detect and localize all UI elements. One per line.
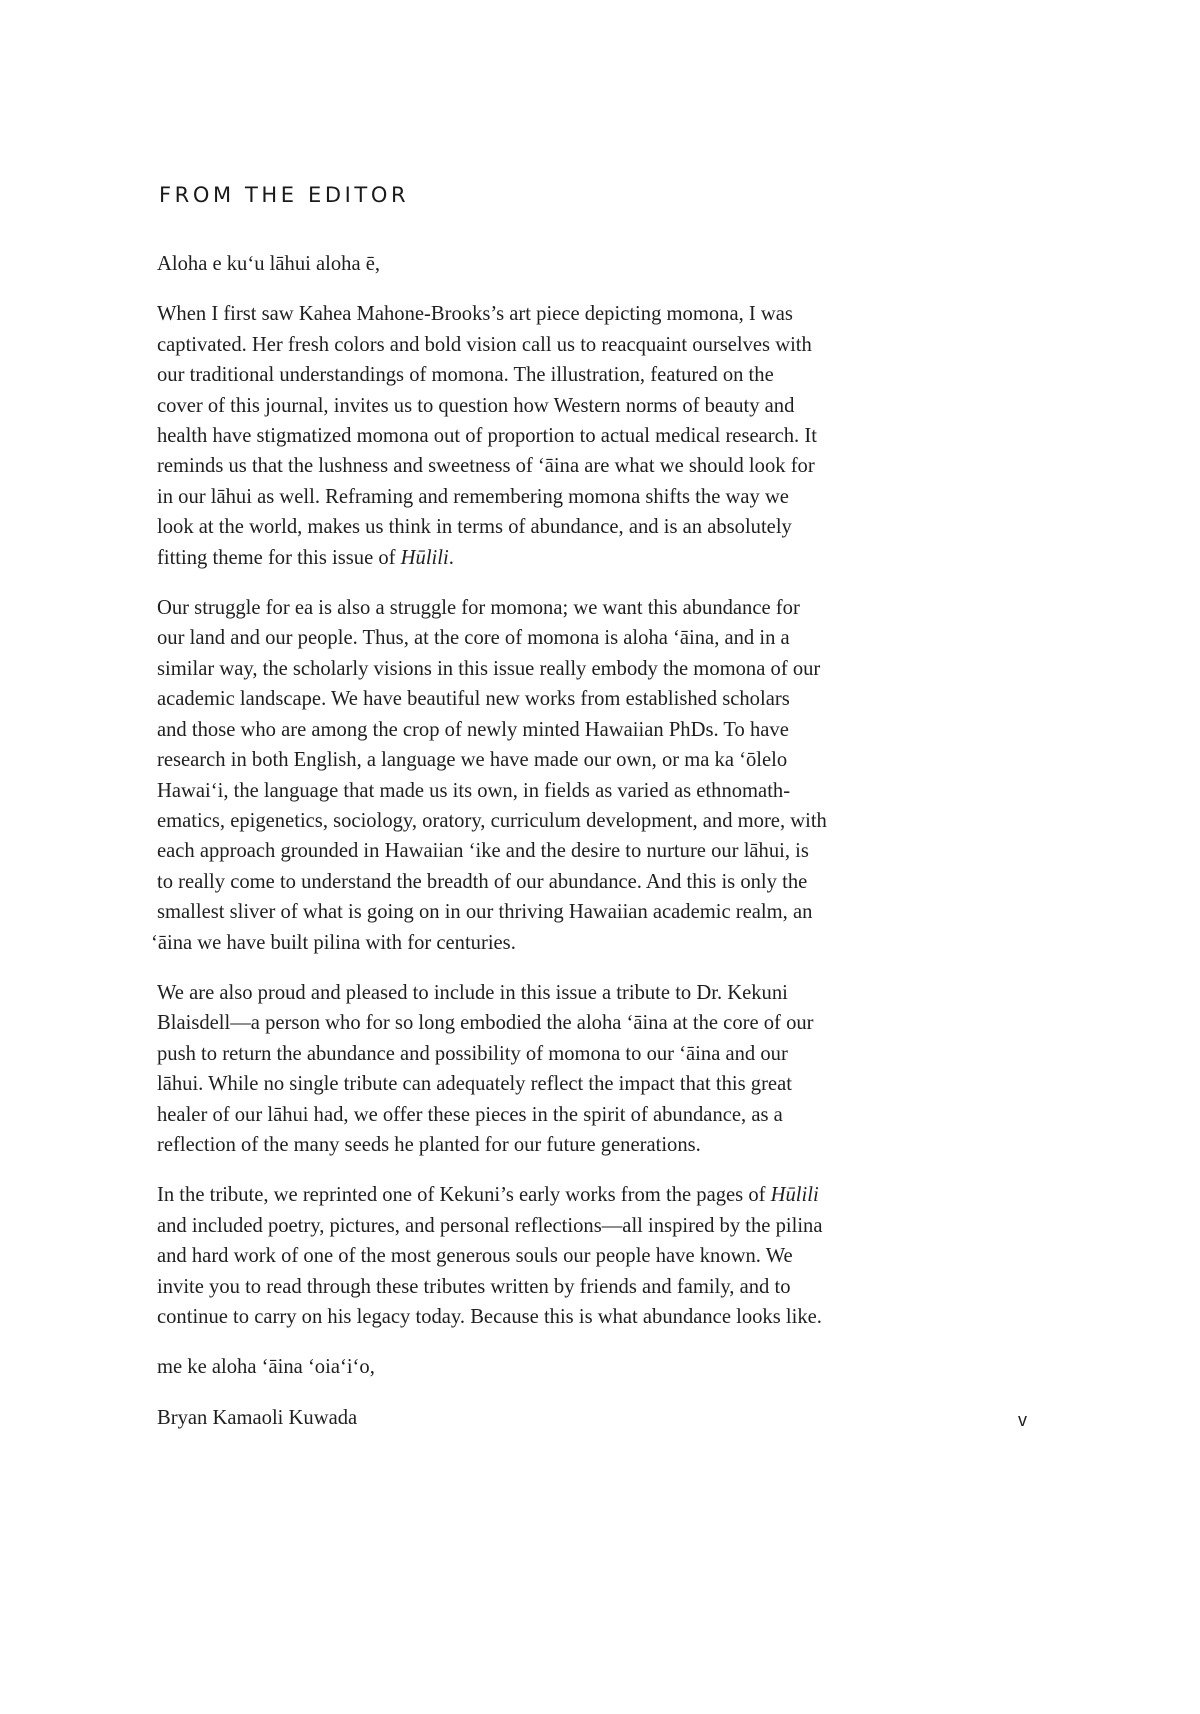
text-line: our land and our people. Thus, at the core of momona is aloha ‘āina, and in a	[157, 627, 790, 650]
text-line: ‘āina we have built pilina with for centuries.	[151, 931, 516, 954]
text-line: reminds us that the lushness and sweetness of ‘āina are what we should look for	[157, 455, 815, 478]
text-line: healer of our lāhui had, we offer these pieces in the spirit of abundance, as a	[157, 1103, 783, 1126]
text-line: lāhui. While no single tribute can adequately reflect the impact that this great	[157, 1073, 792, 1096]
text-line: invite you to read through these tributes written by friends and family, and to	[157, 1275, 791, 1298]
text-line: push to return the abundance and possibility of momona to our ‘āina and our	[157, 1042, 788, 1065]
closing-line: me ke aloha ‘āina ‘oia‘i‘o,	[157, 1356, 375, 1379]
text-line: When I first saw Kahea Mahone-Brooks’s art piece depicting momona, I was	[157, 303, 793, 326]
text-line: and hard work of one of the most generous souls our people have known. We	[157, 1245, 793, 1268]
text-line: and included poetry, pictures, and personal reflections—all inspired by the pilina	[157, 1214, 823, 1237]
text-line: reflection of the many seeds he planted for our future generations.	[157, 1133, 701, 1156]
text-line: similar way, the scholarly visions in this issue really embody the momona of our	[157, 657, 821, 680]
text-line: Blaisdell—a person who for so long embodied the aloha ‘āina at the core of our	[157, 1012, 814, 1035]
text-line: smallest sliver of what is going on in our thriving Hawaiian academic realm, an	[157, 901, 813, 924]
text-run: fitting theme for this issue of	[157, 546, 401, 569]
salutation: Aloha e ku‘u lāhui aloha ē,	[157, 253, 381, 275]
page-number: v	[1018, 1410, 1027, 1430]
journal-title-italic: Hūlili	[400, 546, 449, 569]
text-line: research in both English, a language we have made our own, or ma ka ‘ōlelo	[157, 749, 788, 772]
paragraph-2	[151, 593, 917, 958]
text-line: health have stigmatized momona out of proportion to actual medical research. It	[157, 425, 817, 448]
text-line: Hawai‘i, the language that made us its own, in fields as varied as ethnomath-	[157, 779, 791, 802]
text-line: ematics, epigenetics, sociology, oratory, curriculum development, and more, with	[157, 809, 827, 832]
text-line: continue to carry on his legacy today. Because this is what abundance looks like.	[157, 1306, 822, 1328]
text-run: .	[448, 546, 454, 569]
text-line: cover of this journal, invites us to question how Western norms of beauty and	[157, 394, 795, 417]
text-line: and those who are among the crop of newly minted Hawaiian PhDs. To have	[157, 718, 789, 741]
paragraph-1	[157, 299, 917, 573]
text-line: captivated. Her fresh colors and bold vision call us to reacquaint ourselves with	[157, 333, 812, 356]
text-line: We are also proud and pleased to include in this issue a tribute to Dr. Kekuni	[157, 981, 788, 1004]
text-line: to really come to understand the breadth of our abundance. And this is only the	[157, 870, 808, 893]
text-run: In the tribute, we reprinted one of Kekuni’s early works from the pages of	[157, 1184, 771, 1207]
editor-letter	[151, 249, 917, 1433]
text-line: each approach grounded in Hawaiian ‘ike and the desire to nurture our lāhui, is	[157, 840, 809, 863]
text-line	[157, 543, 917, 573]
page-title: FROM THE EDITOR	[159, 183, 410, 207]
text-line: academic landscape. We have beautiful new works from established scholars	[157, 688, 790, 711]
text-line: Our struggle for ea is also a struggle for momona; we want this abundance for	[157, 597, 800, 620]
text-line: our traditional understandings of momona. The illustration, featured on the	[157, 364, 774, 387]
signature: Bryan Kamaoli Kuwada	[157, 1406, 358, 1429]
journal-title-italic: Hūlili	[770, 1184, 819, 1207]
paragraph-3	[157, 978, 917, 1160]
text-line	[157, 1180, 917, 1210]
paragraph-4	[157, 1180, 917, 1332]
text-line: in our lāhui as well. Reframing and remembering momona shifts the way we	[157, 485, 789, 508]
text-line: look at the world, makes us think in terms of abundance, and is an absolutely	[157, 516, 792, 539]
